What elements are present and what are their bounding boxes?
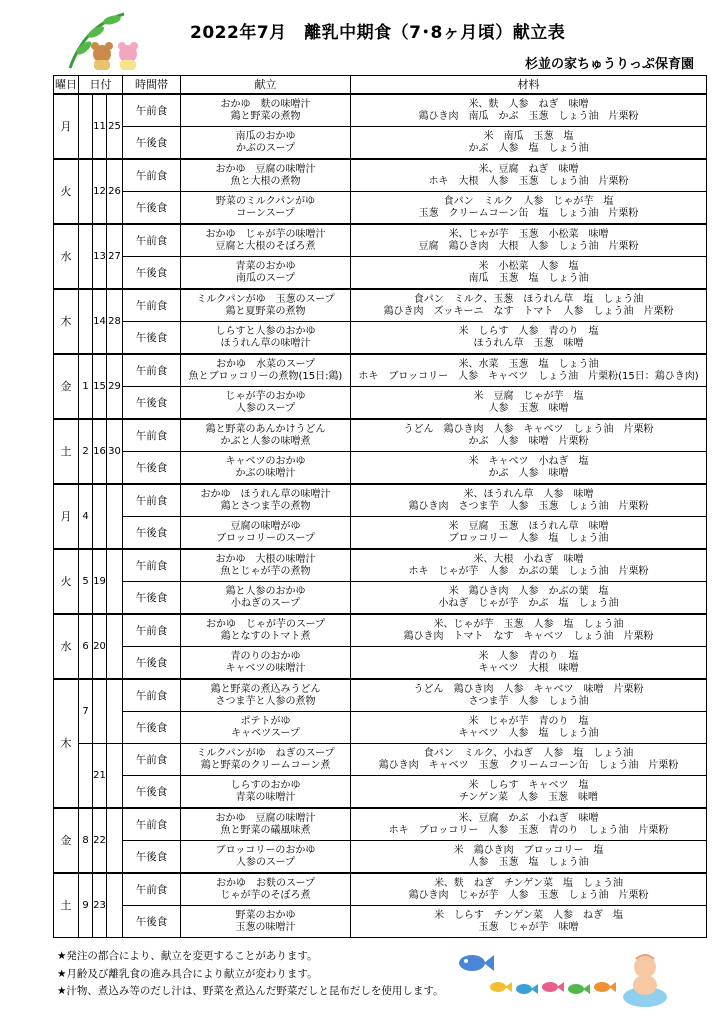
- date-cell: 9: [79, 873, 93, 938]
- menu-header: 献立: [181, 76, 351, 95]
- menu-item: 青菜の味噌汁: [235, 791, 296, 803]
- menu-cell: [181, 127, 351, 160]
- date-cell: 6: [79, 614, 93, 679]
- ingredients-cell: [351, 614, 707, 647]
- time-header: 時間帯: [123, 76, 181, 95]
- menu-item: ほうれん草の味噌汁: [220, 337, 311, 349]
- date-cell: 29: [107, 354, 123, 419]
- ingredient-line: 玉葱 じゃが芋 味噌: [478, 921, 579, 933]
- ingredients-cell: [351, 452, 707, 485]
- weekday-cell: 木: [54, 679, 79, 808]
- ingredient-line: 米、麩 人参 ねぎ 味噌: [468, 98, 589, 110]
- table-row: [54, 419, 707, 452]
- ingredients-cell: [351, 647, 707, 680]
- table-row: [54, 224, 707, 257]
- menu-item: おかゆ 水菜のスープ: [216, 358, 315, 370]
- ingredients-cell: [351, 549, 707, 582]
- date-cell: 7: [79, 679, 93, 744]
- ingredients-cell: [351, 94, 707, 127]
- ingredient-line: 米、豆腐 かぶ 小ねぎ 味噌: [458, 812, 599, 824]
- ingredients-cell: [351, 744, 707, 776]
- menu-cell: [181, 224, 351, 257]
- menu-cell: [181, 906, 351, 938]
- ingredient-line: 豆腐 鶏ひき肉 大根 人参 しょう油 片栗粉: [418, 240, 639, 252]
- ingredients-cell: [351, 257, 707, 290]
- ingredients-cell: [351, 419, 707, 452]
- menu-cell: [181, 808, 351, 841]
- table-row: [54, 549, 707, 582]
- ingredients-cell: [351, 484, 707, 517]
- date-cell: [107, 614, 123, 679]
- ingredient-line: キャベツ 大根 味噌: [478, 662, 579, 674]
- time-cell: 午前食: [123, 289, 181, 322]
- date-header: 日付: [79, 76, 123, 95]
- ingredients-cell: [351, 712, 707, 744]
- table-row: [54, 452, 707, 485]
- ingredient-line: 食パン ミルク 人参 じゃが芋 塩: [443, 195, 614, 207]
- time-cell: 午前食: [123, 549, 181, 582]
- date-cell: [79, 159, 93, 224]
- menu-item: ブロッコリーのスープ: [216, 532, 315, 544]
- menu-cell: [181, 744, 351, 776]
- ingredient-line: 食パン ミルク、玉葱 ほうれん草 塩 しょう油: [413, 293, 644, 305]
- time-cell: 午前食: [123, 354, 181, 387]
- menu-item: 魚とブロッコリーの煮物(15日:鶏): [188, 370, 343, 382]
- menu-item: 南瓜のおかゆ: [235, 130, 296, 142]
- date-cell: 22: [93, 808, 107, 873]
- ingredient-line: 食パン ミルク、小ねぎ 人参 塩 しょう油: [423, 747, 634, 759]
- menu-item: 小ねぎのスープ: [231, 597, 300, 609]
- menu-item: じゃが芋のおかゆ: [225, 390, 306, 402]
- table-row: [54, 387, 707, 420]
- menu-item: 鶏と野菜のあんかけうどん: [205, 423, 326, 435]
- ingredient-line: 米、じゃが芋 玉葱 小松菜 味噌: [448, 228, 609, 240]
- ingredient-line: かぶ 人参 味噌: [488, 467, 569, 479]
- date-cell: [79, 224, 93, 289]
- weekday-cell: 火: [54, 159, 79, 224]
- menu-item: さつま芋と人参の煮物: [215, 695, 316, 707]
- table-row: [54, 776, 707, 809]
- date-cell: 26: [107, 159, 123, 224]
- date-cell: 23: [93, 873, 107, 938]
- menu-cell: [181, 257, 351, 290]
- ingredients-cell: [351, 387, 707, 420]
- ingredient-line: 米 しらす 人参 青のり 塩: [458, 325, 599, 337]
- weekday-cell: 月: [54, 94, 79, 159]
- time-cell: 午後食: [123, 647, 181, 680]
- ingredient-line: ほうれん草 玉葱 味噌: [473, 337, 584, 349]
- date-cell: [79, 744, 93, 809]
- ingredients-header: 材料: [351, 76, 707, 95]
- ingredient-line: 米 じゃが芋 青のり 塩: [468, 715, 589, 727]
- time-cell: 午前食: [123, 159, 181, 192]
- menu-item: 鶏とさつま芋の煮物: [220, 500, 311, 512]
- time-cell: 午後食: [123, 322, 181, 355]
- time-cell: 午前食: [123, 224, 181, 257]
- date-cell: 1: [79, 354, 93, 419]
- date-cell: [107, 873, 123, 938]
- menu-item: しらすのおかゆ: [230, 779, 301, 791]
- menu-item: ポテトがゆ: [240, 715, 291, 727]
- ingredients-cell: [351, 517, 707, 550]
- note-line: ★月齢及び離乳食の進み具合により献立が変わります。: [57, 967, 318, 980]
- menu-cell: [181, 484, 351, 517]
- table-row: [54, 517, 707, 550]
- ingredient-line: チンゲン菜 人参 玉葱 味噌: [458, 791, 599, 803]
- date-cell: 30: [107, 419, 123, 484]
- menu-item: ブロッコリーのおかゆ: [215, 844, 316, 856]
- ingredient-line: かぶ 人参 味噌 片栗粉: [468, 435, 589, 447]
- date-cell: 14: [93, 289, 107, 354]
- ingredients-cell: [351, 808, 707, 841]
- weekday-cell: 金: [54, 354, 79, 419]
- ingredient-line: 米 豆腐 じゃが芋 塩: [473, 390, 584, 402]
- ingredient-line: 米 南瓜 玉葱 塩: [483, 130, 574, 142]
- weekday-header: 曜日: [54, 76, 79, 95]
- menu-item: かぶの味噌汁: [235, 467, 296, 479]
- time-cell: 午前食: [123, 419, 181, 452]
- ingredient-line: うどん 鶏ひき肉 人参 キャベツ 味噌 片栗粉: [413, 683, 644, 695]
- ingredient-line: 小ねぎ じゃが芋 かぶ 塩 しょう油: [438, 597, 619, 609]
- menu-item: 鶏となすのトマト煮: [220, 630, 311, 642]
- time-cell: 午後食: [123, 452, 181, 485]
- table-row: [54, 257, 707, 290]
- weekday-cell: 水: [54, 224, 79, 289]
- date-cell: 11: [93, 94, 107, 159]
- time-cell: 午前食: [123, 873, 181, 906]
- ingredients-cell: [351, 906, 707, 938]
- notes: [57, 948, 444, 1001]
- ingredient-line: ホキ 大根 人参 玉葱 しょう油 片栗粉: [428, 175, 629, 187]
- menu-cell: [181, 322, 351, 355]
- ingredient-line: キャベツ 人参 塩 しょう油: [458, 727, 599, 739]
- date-cell: 28: [107, 289, 123, 354]
- table-row: [54, 159, 707, 192]
- date-cell: 25: [107, 94, 123, 159]
- table-header-row: [54, 76, 707, 95]
- ingredient-line: 米 しらす キャベツ 塩: [468, 779, 589, 791]
- menu-item: 魚とじゃが芋の煮物: [220, 565, 311, 577]
- ingredients-cell: [351, 776, 707, 809]
- ingredient-line: 南瓜 玉葱 塩 しょう油: [468, 272, 589, 284]
- ingredient-line: 米、ほうれん草 人参 味噌: [463, 488, 594, 500]
- menu-cell: [181, 159, 351, 192]
- menu-item: おかゆ じゃが芋の味噌汁: [205, 228, 326, 240]
- weekday-cell: 木: [54, 289, 79, 354]
- table-row: [54, 94, 707, 127]
- ingredient-line: さつま芋 人参 しょう油: [468, 695, 589, 707]
- date-cell: 8: [79, 808, 93, 873]
- menu-cell: [181, 192, 351, 225]
- ingredient-line: うどん 鶏ひき肉 人参 キャベツ しょう油 片栗粉: [403, 423, 654, 435]
- ingredient-line: 玉葱 クリームコーン缶 塩 しょう油 片栗粉: [418, 207, 639, 219]
- table-row: [54, 841, 707, 874]
- date-cell: [107, 549, 123, 614]
- ingredients-cell: [351, 873, 707, 906]
- date-cell: 21: [93, 744, 107, 809]
- date-cell: 2: [79, 419, 93, 484]
- ingredients-cell: [351, 159, 707, 192]
- time-cell: 午後食: [123, 517, 181, 550]
- menu-item: 鶏と人参のおかゆ: [225, 585, 306, 597]
- menu-item: おかゆ ほうれん草の味噌汁: [200, 488, 331, 500]
- menu-item: 豆腐と大根のそぼろ煮: [215, 240, 316, 252]
- menu-item: キャベツの味噌汁: [225, 662, 306, 674]
- time-cell: 午前食: [123, 744, 181, 776]
- ingredient-line: 米、大根 小ねぎ 味噌: [473, 553, 584, 565]
- menu-cell: [181, 873, 351, 906]
- ingredient-line: 米 人参 青のり 塩: [478, 650, 579, 662]
- ingredient-line: 米 鶏ひき肉 ブロッコリー 塩: [453, 844, 604, 856]
- weekday-cell: 土: [54, 419, 79, 484]
- ingredient-line: ホキ じゃが芋 人参 かぶの葉 しょう油 片栗粉: [408, 565, 649, 577]
- time-cell: 午前食: [123, 679, 181, 712]
- menu-item: コーンスープ: [236, 207, 295, 219]
- time-cell: 午前食: [123, 614, 181, 647]
- table-row: [54, 906, 707, 938]
- menu-cell: [181, 517, 351, 550]
- date-cell: [107, 808, 123, 873]
- ingredient-line: ブロッコリー 人参 塩 しょう油: [448, 532, 609, 544]
- ingredients-cell: [351, 582, 707, 615]
- menu-item: ミルクパンがゆ 玉葱のスープ: [196, 293, 335, 305]
- menu-item: しらすと人参のおかゆ: [215, 325, 316, 337]
- menu-cell: [181, 452, 351, 485]
- menu-cell: [181, 614, 351, 647]
- menu-item: おかゆ 麩の味噌汁: [220, 98, 311, 110]
- date-cell: 12: [93, 159, 107, 224]
- ingredients-cell: [351, 224, 707, 257]
- menu-item: おかゆ 豆腐の味噌汁: [215, 812, 316, 824]
- note-line: ★汁物、煮込み等のだし汁は、野菜を煮込んだ野菜だしと昆布だしを使用します。: [57, 985, 444, 997]
- ingredient-line: 鶏ひき肉 じゃが芋 人参 玉葱 しょう油 片栗粉: [408, 889, 649, 901]
- time-cell: 午後食: [123, 257, 181, 290]
- date-cell: 20: [93, 614, 107, 679]
- menu-item: 野菜のミルクパンがゆ: [215, 195, 316, 207]
- menu-item: 青のりのおかゆ: [230, 650, 301, 662]
- menu-item: 魚と大根の煮物: [230, 175, 301, 187]
- menu-item: 鶏と野菜のクリームコーン煮: [200, 759, 331, 771]
- ingredients-cell: [351, 841, 707, 874]
- menu-cell: [181, 582, 351, 615]
- menu-item: おかゆ 豆腐の味噌汁: [215, 163, 316, 175]
- menu-item: かぶと人参の味噌煮: [220, 435, 311, 447]
- ingredient-line: 鶏ひき肉 ズッキーニ なす トマト 人参 しょう油 片栗粉: [383, 305, 674, 317]
- menu-cell: [181, 776, 351, 809]
- time-cell: 午前食: [123, 808, 181, 841]
- time-cell: 午前食: [123, 94, 181, 127]
- menu-cell: [181, 549, 351, 582]
- date-cell: 15: [93, 354, 107, 419]
- date-cell: 4: [79, 484, 93, 549]
- menu-item: おかゆ 大根の味噌汁: [215, 553, 316, 565]
- menu-item: 青菜のおかゆ: [235, 260, 296, 272]
- table-row: [54, 744, 707, 776]
- time-cell: 午後食: [123, 841, 181, 874]
- table-row: [54, 712, 707, 744]
- menu-item: 鶏と夏野菜の煮物: [225, 305, 306, 317]
- menu-item: 豆腐の味噌がゆ: [230, 520, 301, 532]
- ingredients-cell: [351, 354, 707, 387]
- ingredient-line: 米、じゃが芋 玉葱 人参 塩 しょう油: [433, 618, 624, 630]
- menu-item: かぶのスープ: [236, 142, 295, 154]
- time-cell: 午後食: [123, 387, 181, 420]
- page-title: 2022年7月 離乳中期食（7･8ヶ月頃）献立表: [190, 23, 566, 43]
- ingredient-line: ホキ ブロッコリー 人参 キャベツ しょう油 片栗粉(15日：鶏ひき肉): [358, 370, 699, 382]
- time-cell: 午後食: [123, 127, 181, 160]
- ingredient-line: 米 キャベツ 小ねぎ 塩: [468, 455, 589, 467]
- weekday-cell: 金: [54, 808, 79, 873]
- time-cell: 午前食: [123, 484, 181, 517]
- date-cell: [107, 484, 123, 549]
- date-cell: 27: [107, 224, 123, 289]
- ingredients-cell: [351, 322, 707, 355]
- ingredient-line: 米、麩 ねぎ チンゲン菜 塩 しょう油: [433, 877, 624, 889]
- fish-and-baby-illustration-icon: [450, 945, 670, 1015]
- menu-cell: [181, 712, 351, 744]
- time-cell: 午後食: [123, 906, 181, 938]
- time-cell: 午後食: [123, 582, 181, 615]
- ingredient-line: 米 しらす チンゲン菜 人参 ねぎ 塩: [433, 909, 624, 921]
- table-row: [54, 192, 707, 225]
- menu-cell: [181, 354, 351, 387]
- time-cell: 午後食: [123, 712, 181, 744]
- time-cell: 午後食: [123, 776, 181, 809]
- table-row: [54, 647, 707, 680]
- date-cell: [107, 679, 123, 744]
- ingredient-line: 鶏ひき肉 南瓜 かぶ 玉葱 しょう油 片栗粉: [418, 110, 639, 122]
- ingredient-line: 米、豆腐 ねぎ 味噌: [478, 163, 579, 175]
- ingredient-line: 米 鶏ひき肉 人参 かぶの葉 塩: [448, 585, 609, 597]
- menu-item: 玉葱の味噌汁: [235, 921, 296, 933]
- ingredients-cell: [351, 679, 707, 712]
- ingredient-line: かぶ 人参 塩 しょう油: [468, 142, 589, 154]
- menu-item: 南瓜のスープ: [236, 272, 295, 284]
- table-row: [54, 873, 707, 906]
- date-cell: [93, 484, 107, 549]
- menu-cell: [181, 647, 351, 680]
- table-row: [54, 127, 707, 160]
- menu-item: 鶏と野菜の煮物: [230, 110, 301, 122]
- weekday-cell: 土: [54, 873, 79, 938]
- date-cell: 5: [79, 549, 93, 614]
- weekday-cell: 水: [54, 614, 79, 679]
- menu-cell: [181, 419, 351, 452]
- table-row: [54, 679, 707, 712]
- ingredients-cell: [351, 289, 707, 322]
- menu-item: キャベツのおかゆ: [225, 455, 306, 467]
- time-cell: 午後食: [123, 192, 181, 225]
- ingredient-line: 米、水菜 玉葱 塩 しょう油: [458, 358, 599, 370]
- date-cell: [79, 94, 93, 159]
- menu-item: 魚と野菜の礒風味煮: [220, 824, 311, 836]
- ingredient-line: 鶏ひき肉 キャベツ 玉葱 クリームコーン缶 しょう油 片栗粉: [378, 759, 679, 771]
- menu-item: じゃが芋のそぼろ煮: [220, 889, 311, 901]
- menu-item: 野菜のおかゆ: [235, 909, 296, 921]
- ingredient-line: 鶏ひき肉 トマト なす キャベツ しょう油 片栗粉: [403, 630, 654, 642]
- table-row: [54, 322, 707, 355]
- ingredients-cell: [351, 127, 707, 160]
- ingredients-cell: [351, 192, 707, 225]
- menu-item: おかゆ じゃが芋のスープ: [206, 618, 325, 630]
- menu-body: [54, 94, 707, 938]
- menu-item: ミルクパンがゆ ねぎのスープ: [196, 747, 335, 759]
- date-cell: 19: [93, 549, 107, 614]
- menu-item: キャベツスープ: [231, 727, 300, 739]
- ingredient-line: 鶏ひき肉 さつま芋 人参 玉葱 しょう油 片栗粉: [408, 500, 649, 512]
- ingredient-line: 人参 玉葱 塩 しょう油: [468, 856, 589, 868]
- menu-cell: [181, 679, 351, 712]
- ingredient-line: ホキ ブロッコリー 人参 玉葱 青のり しょう油 片栗粉: [388, 824, 669, 836]
- animals-illustration-icon: [62, 10, 152, 72]
- table-row: [54, 808, 707, 841]
- date-cell: [93, 679, 107, 744]
- table-row: [54, 484, 707, 517]
- date-cell: [107, 744, 123, 809]
- table-row: [54, 289, 707, 322]
- school-name: 杉並の家ちゅうりっぷ保育園: [524, 57, 694, 72]
- table-row: [54, 582, 707, 615]
- date-cell: [79, 289, 93, 354]
- date-cell: 13: [93, 224, 107, 289]
- ingredient-line: 米 小松菜 人参 塩: [478, 260, 579, 272]
- menu-item: 人参のスープ: [236, 856, 295, 868]
- date-cell: 16: [93, 419, 107, 484]
- note-line: ★発注の都合により、献立を変更することがあります。: [57, 950, 318, 962]
- weekday-cell: 月: [54, 484, 79, 549]
- table-row: [54, 354, 707, 387]
- ingredient-line: 人参 玉葱 味噌: [488, 402, 569, 414]
- menu-item: 鶏と野菜の煮込みうどん: [210, 683, 321, 695]
- menu-cell: [181, 289, 351, 322]
- menu-item: おかゆ お麩のスープ: [216, 877, 315, 889]
- table-row: [54, 614, 707, 647]
- weekday-cell: 火: [54, 549, 79, 614]
- menu-cell: [181, 94, 351, 127]
- ingredient-line: 米 豆腐 玉葱 ほうれん草 味噌: [448, 520, 609, 532]
- menu-cell: [181, 841, 351, 874]
- menu-cell: [181, 387, 351, 420]
- menu-item: 人参のスープ: [236, 402, 295, 414]
- menu-table: [53, 75, 707, 938]
